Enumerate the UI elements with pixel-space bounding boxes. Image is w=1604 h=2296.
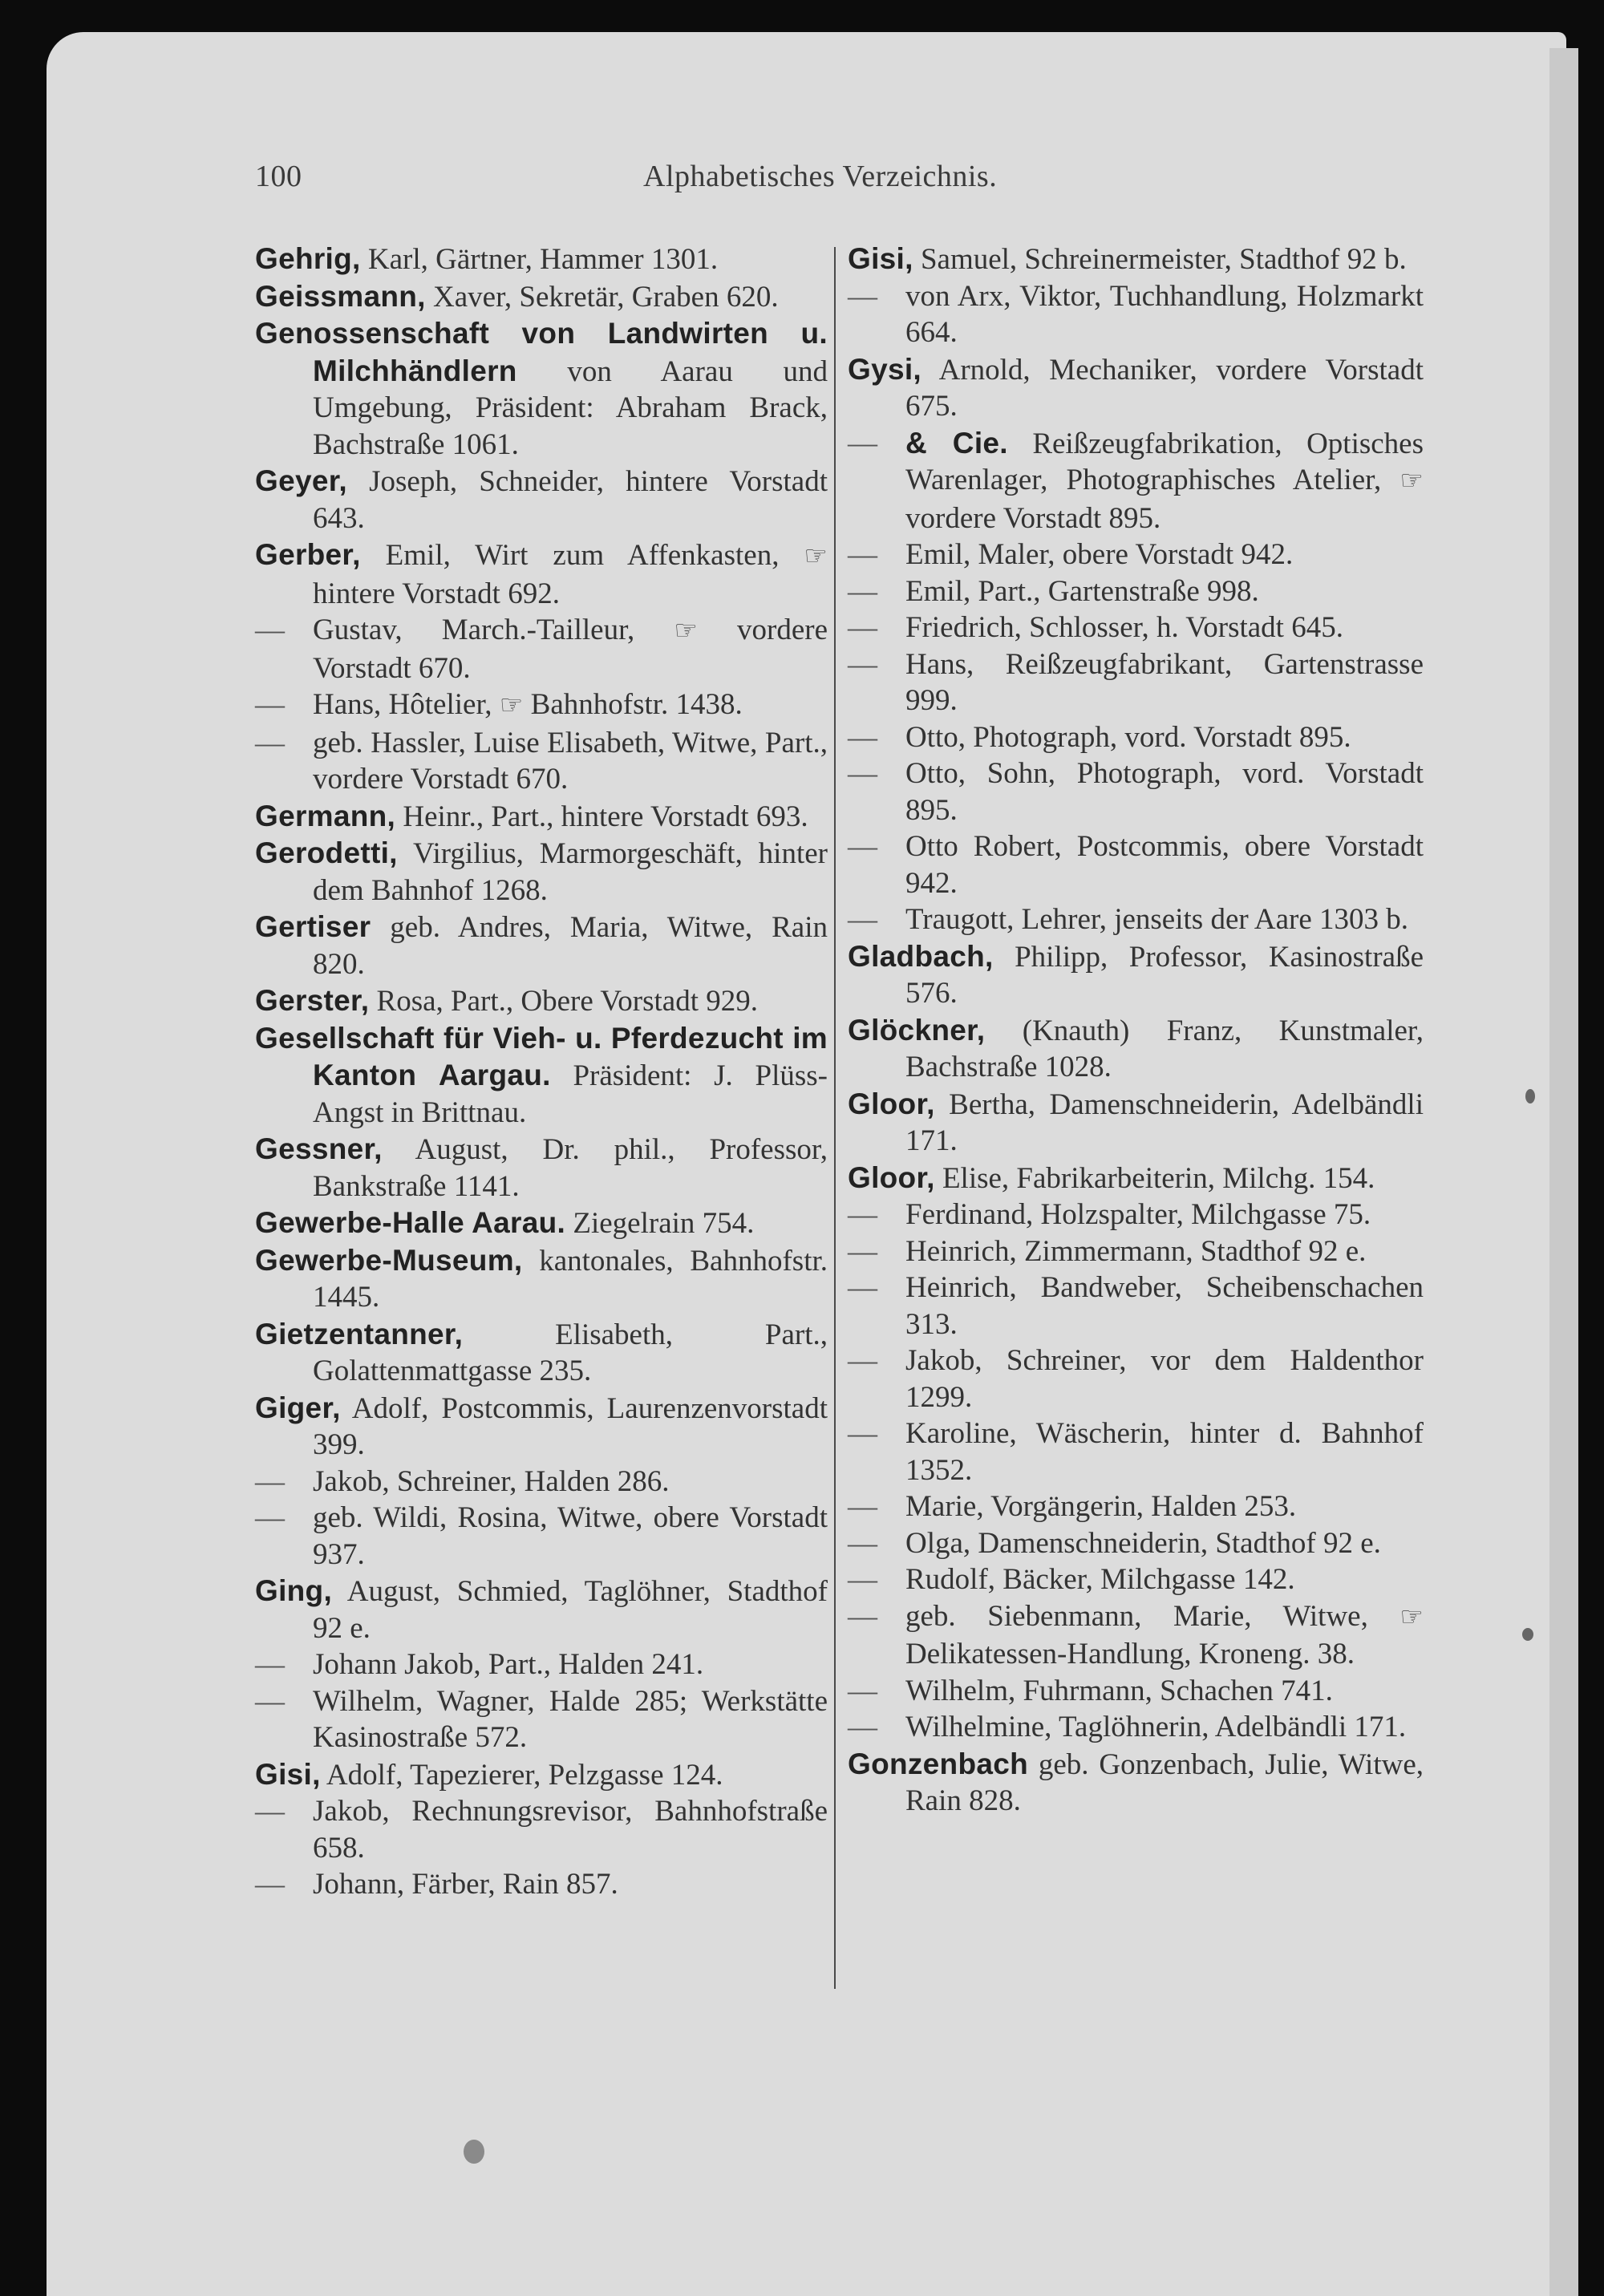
ditto-dash: — <box>255 1868 285 1901</box>
paper-blemish <box>1525 1089 1535 1103</box>
entry-name: Geissmann, <box>255 279 426 313</box>
entry-text: Joseph, Schneider, hintere Vorstadt 643. <box>313 465 828 535</box>
directory-entry <box>255 1205 828 1242</box>
entry-text: Jakob, Schreiner, vor dem Haldenthor 1299. <box>905 1344 1424 1414</box>
directory-entry <box>255 982 828 1020</box>
directory-entry <box>255 909 828 982</box>
left-column <box>255 241 828 1903</box>
directory-entry <box>255 1756 828 1794</box>
directory-entry <box>255 1573 828 1646</box>
directory-subentry <box>848 1415 1424 1488</box>
directory-subentry <box>255 1683 828 1756</box>
directory-subentry <box>848 278 1424 351</box>
entry-name: Gerodetti, <box>255 836 398 869</box>
entry-text: Johann Jakob, Part., Halden 241. <box>313 1648 704 1681</box>
entry-text: Karoline, Wäscherin, hinter d. Bahnhof 1352. <box>905 1417 1424 1487</box>
entry-name: Gonzenbach <box>848 1747 1029 1780</box>
ditto-dash: — <box>848 830 877 863</box>
entry-text: August, Schmied, Taglöhner, Stadthof 92 e. <box>313 1575 828 1645</box>
entry-text: von Arx, Viktor, Tuchhandlung, Holzmarkt 664. <box>905 279 1424 349</box>
pointing-hand-icon: ☞ <box>674 617 698 646</box>
entry-text: geb. Andres, Maria, Witwe, Rain 820. <box>313 911 828 981</box>
ditto-dash: — <box>848 574 877 608</box>
directory-subentry <box>848 1561 1424 1598</box>
ditto-dash: — <box>255 1795 285 1828</box>
ditto-dash: — <box>848 611 877 644</box>
directory-subentry <box>255 725 828 798</box>
entry-text: Hans, Reißzeugfabrikant, Gartenstrasse 999. <box>905 647 1424 717</box>
directory-subentry <box>255 1866 828 1903</box>
entry-name: Gerber, <box>255 538 361 571</box>
entry-text: August, Dr. phil., Professor, Bankstraße 1141. <box>313 1133 828 1203</box>
ditto-dash: — <box>848 279 877 313</box>
entry-text: Elise, Fabrikarbeiterin, Milchg. 154. <box>942 1161 1375 1195</box>
entry-name: Gisi, <box>255 1757 321 1791</box>
directory-subentry <box>848 1525 1424 1562</box>
entry-text: Samuel, Schreinermeister, Stadthof 92 b. <box>920 243 1407 276</box>
entry-text: Jakob, Rechnungsrevisor, Bahnhofstraße 658. <box>313 1795 828 1865</box>
entry-name: Giger, <box>255 1391 341 1424</box>
ditto-dash: — <box>848 1674 877 1707</box>
entry-name: Gehrig, <box>255 242 361 275</box>
entry-text: kantonales, Bahnhofstr. 1445. <box>313 1244 828 1314</box>
entry-text: Olga, Damenschneiderin, Stadthof 92 e. <box>905 1526 1381 1560</box>
directory-entry <box>255 798 828 836</box>
entry-text: Adolf, Postcommis, Laurenzenvorstadt 399. <box>313 1391 828 1461</box>
entry-text: Traugott, Lehrer, jenseits der Aare 1303 b. <box>905 903 1409 936</box>
ditto-dash: — <box>848 1417 877 1450</box>
entry-text: Adolf, Tapezierer, Pelzgasse 124. <box>326 1758 723 1792</box>
directory-subentry <box>255 612 828 686</box>
entry-name: Gesellschaft für Vieh- u. Pferdezucht im Kanton Aargau. <box>255 1021 828 1091</box>
entry-name: Gessner, <box>255 1132 383 1165</box>
directory-subentry <box>848 1197 1424 1233</box>
entry-address: Delikatessen-Handlung, Kroneng. 38. <box>905 1638 1355 1670</box>
entry-text: geb. Gonzenbach, Julie, Witwe, Rain 828. <box>905 1747 1424 1817</box>
entry-text: Rudolf, Bäcker, Milchgasse 142. <box>905 1563 1295 1596</box>
entry-text: geb. Hassler, Luise Elisabeth, Witwe, Part., vordere Vorstadt 670. <box>313 726 828 796</box>
entry-text: geb. Wildi, Rosina, Witwe, obere Vorstadt 937. <box>313 1501 828 1571</box>
ditto-dash: — <box>848 903 877 936</box>
directory-subentry <box>255 686 828 725</box>
ditto-dash: — <box>848 720 877 754</box>
ditto-dash: — <box>848 1271 877 1304</box>
entry-name: Ging, <box>255 1574 333 1607</box>
entry-address: Bahnhofstr. 1438. <box>530 688 743 721</box>
entry-text: von Aarau und Umgebung, Präsident: Abraham Brack, Bachstraße 1061. <box>313 354 828 461</box>
directory-subentry <box>848 1673 1424 1710</box>
entry-text: Bertha, Damenschneiderin, Adelbändli 171. <box>905 1087 1424 1157</box>
directory-subentry <box>848 1488 1424 1525</box>
entry-text: Hans, Hôtelier, <box>313 688 492 721</box>
column-divider <box>834 247 836 1989</box>
directory-subentry <box>848 755 1424 828</box>
entry-text: Emil, Maler, obere Vorstadt 942. <box>905 538 1294 571</box>
ditto-dash: — <box>848 1344 877 1377</box>
entry-name: Gerster, <box>255 984 370 1017</box>
entry-text: Wilhelmine, Taglöhnerin, Adelbändli 171. <box>905 1711 1407 1743</box>
directory-entry <box>848 938 1424 1012</box>
directory-subentry <box>848 425 1424 537</box>
directory-entry <box>848 351 1424 425</box>
entry-text: (Knauth) Franz, Kunstmaler, Bachstraße 1028. <box>905 1014 1424 1083</box>
directory-subentry <box>848 646 1424 719</box>
directory-subentry <box>848 573 1424 610</box>
entry-name: Gloor, <box>848 1087 935 1120</box>
directory-entry <box>255 1020 828 1132</box>
entry-text: Otto, Sohn, Photograph, vord. Vorstadt 895. <box>905 757 1424 827</box>
directory-entry <box>255 241 828 278</box>
directory-entry <box>848 1086 1424 1160</box>
ditto-dash: — <box>848 1234 877 1268</box>
paper-blemish <box>1522 1628 1533 1641</box>
entry-text: geb. Siebenmann, Marie, Witwe, <box>905 1599 1368 1633</box>
entry-text: Arnold, Mechaniker, vordere Vorstadt 675. <box>905 353 1424 423</box>
directory-entry <box>255 1390 828 1464</box>
entry-text: Rosa, Part., Obere Vorstadt 929. <box>376 985 759 1018</box>
right-column <box>848 241 1424 1820</box>
pointing-hand-icon: ☞ <box>804 542 828 571</box>
ditto-dash: — <box>255 1648 285 1681</box>
page-number: 100 <box>255 160 302 193</box>
ditto-dash: — <box>848 1490 877 1523</box>
ditto-dash: — <box>848 647 877 681</box>
ditto-dash: — <box>255 726 285 759</box>
entry-text: Philipp, Professor, Kasinostraße 576. <box>905 940 1424 1010</box>
directory-subentry <box>255 1793 828 1866</box>
pointing-hand-icon: ☞ <box>1399 467 1424 496</box>
ditto-dash: — <box>848 757 877 790</box>
entry-name: Gertiser <box>255 910 371 943</box>
entry-name: & Cie. <box>905 426 1008 460</box>
entry-address: vordere Vorstadt 895. <box>905 501 1161 535</box>
directory-subentry <box>848 1233 1424 1270</box>
entry-name: Geyer, <box>255 464 347 497</box>
entry-name: Gietzentanner, <box>255 1317 464 1350</box>
directory-entry <box>255 315 828 463</box>
entry-text: Johann, Färber, Rain 857. <box>313 1868 618 1901</box>
ditto-dash: — <box>848 1198 877 1231</box>
entry-text: Emil, Wirt zum Affenkasten, <box>385 539 780 572</box>
ditto-dash: — <box>848 1711 877 1743</box>
entry-name: Gewerbe-Museum, <box>255 1243 523 1277</box>
directory-entry <box>848 1012 1424 1086</box>
directory-entry <box>255 278 828 316</box>
directory-subentry <box>848 1342 1424 1415</box>
directory-subentry <box>848 609 1424 646</box>
entry-text: Wilhelm, Fuhrmann, Schachen 741. <box>905 1674 1333 1707</box>
directory-entry <box>255 1242 828 1316</box>
entry-text: Marie, Vorgängerin, Halden 253. <box>905 1490 1297 1523</box>
entry-text: Gustav, March.-Tailleur, <box>313 613 635 646</box>
entry-text: Heinr., Part., hintere Vorstadt 693. <box>403 800 808 833</box>
entry-text: Elisabeth, Part., Golattenmattgasse 235. <box>313 1318 828 1387</box>
directory-entry <box>255 537 828 612</box>
directory-entry <box>255 1131 828 1205</box>
entry-text: Jakob, Schreiner, Halden 286. <box>313 1464 670 1498</box>
entry-text: Otto, Photograph, vord. Vorstadt 895. <box>905 720 1351 754</box>
pointing-hand-icon: ☞ <box>1399 1602 1424 1632</box>
entry-text: Ferdinand, Holzspalter, Milchgasse 75. <box>905 1198 1371 1231</box>
entry-address: vordere Vorstadt 670. <box>313 613 828 685</box>
directory-subentry <box>255 1646 828 1683</box>
entry-text: Präsident: J. Plüss-Angst in Brittnau. <box>313 1059 828 1129</box>
ditto-dash: — <box>255 1501 285 1534</box>
entry-name: Germann, <box>255 799 396 832</box>
entry-text: Ziegelrain 754. <box>573 1207 755 1240</box>
entry-name: Gysi, <box>848 352 921 386</box>
entry-address: hintere Vorstadt 692. <box>313 577 560 610</box>
ditto-dash: — <box>255 1684 285 1718</box>
entry-name: Gewerbe-Halle Aarau. <box>255 1206 566 1239</box>
entry-text: Heinrich, Bandweber, Scheibenschachen 313. <box>905 1271 1424 1341</box>
ditto-dash: — <box>255 613 285 646</box>
ditto-dash: — <box>848 1599 877 1633</box>
ditto-dash: — <box>255 1464 285 1498</box>
page-title: Alphabetisches Verzeichnis. <box>643 160 998 193</box>
page-edge-strip <box>1549 48 1578 2296</box>
directory-entry <box>848 1160 1424 1197</box>
entry-text: Karl, Gärtner, Hammer 1301. <box>367 243 719 276</box>
directory-subentry <box>255 1464 828 1500</box>
entry-name: Glöckner, <box>848 1013 986 1047</box>
entry-text: Emil, Part., Gartenstraße 998. <box>905 574 1259 608</box>
directory-entry <box>255 835 828 909</box>
entry-text: Wilhelm, Wagner, Halde 285; Werkstätte Kasinostraße 572. <box>313 1684 828 1754</box>
directory-entry <box>848 1746 1424 1820</box>
ditto-dash: — <box>255 688 285 721</box>
directory-subentry <box>848 537 1424 573</box>
directory-entry <box>255 1316 828 1390</box>
directory-entry <box>255 463 828 537</box>
directory-subentry <box>848 719 1424 756</box>
directory-subentry <box>848 1598 1424 1673</box>
ditto-dash: — <box>848 538 877 571</box>
entry-name: Gladbach, <box>848 939 994 973</box>
ditto-dash: — <box>848 1526 877 1560</box>
directory-subentry <box>848 1709 1424 1746</box>
directory-subentry <box>848 828 1424 901</box>
directory-subentry <box>848 901 1424 938</box>
entry-name: Gloor, <box>848 1160 935 1194</box>
directory-entry <box>848 241 1424 278</box>
directory-subentry <box>255 1500 828 1573</box>
entry-text: Virgilius, Marmorgeschäft, hinter dem Bahnhof 1268. <box>313 837 828 907</box>
entry-text: Reißzeugfabrikation, Optisches Warenlager, Photographisches Atelier, <box>905 427 1424 496</box>
ditto-dash: — <box>848 1563 877 1596</box>
entry-text: Friedrich, Schlosser, h. Vorstadt 645. <box>905 611 1343 644</box>
entry-text: Heinrich, Zimmermann, Stadthof 92 e. <box>905 1234 1367 1268</box>
entry-name: Genossenschaft von Landwirten u. Milchhändlern <box>255 317 828 387</box>
paper-blemish <box>464 2140 484 2164</box>
ditto-dash: — <box>848 426 877 460</box>
entry-text: Xaver, Sekretär, Graben 620. <box>433 280 779 314</box>
entry-name: Gisi, <box>848 242 913 275</box>
entry-text: Otto Robert, Postcommis, obere Vorstadt 942. <box>905 830 1424 900</box>
directory-subentry <box>848 1269 1424 1342</box>
pointing-hand-icon: ☞ <box>499 691 524 720</box>
